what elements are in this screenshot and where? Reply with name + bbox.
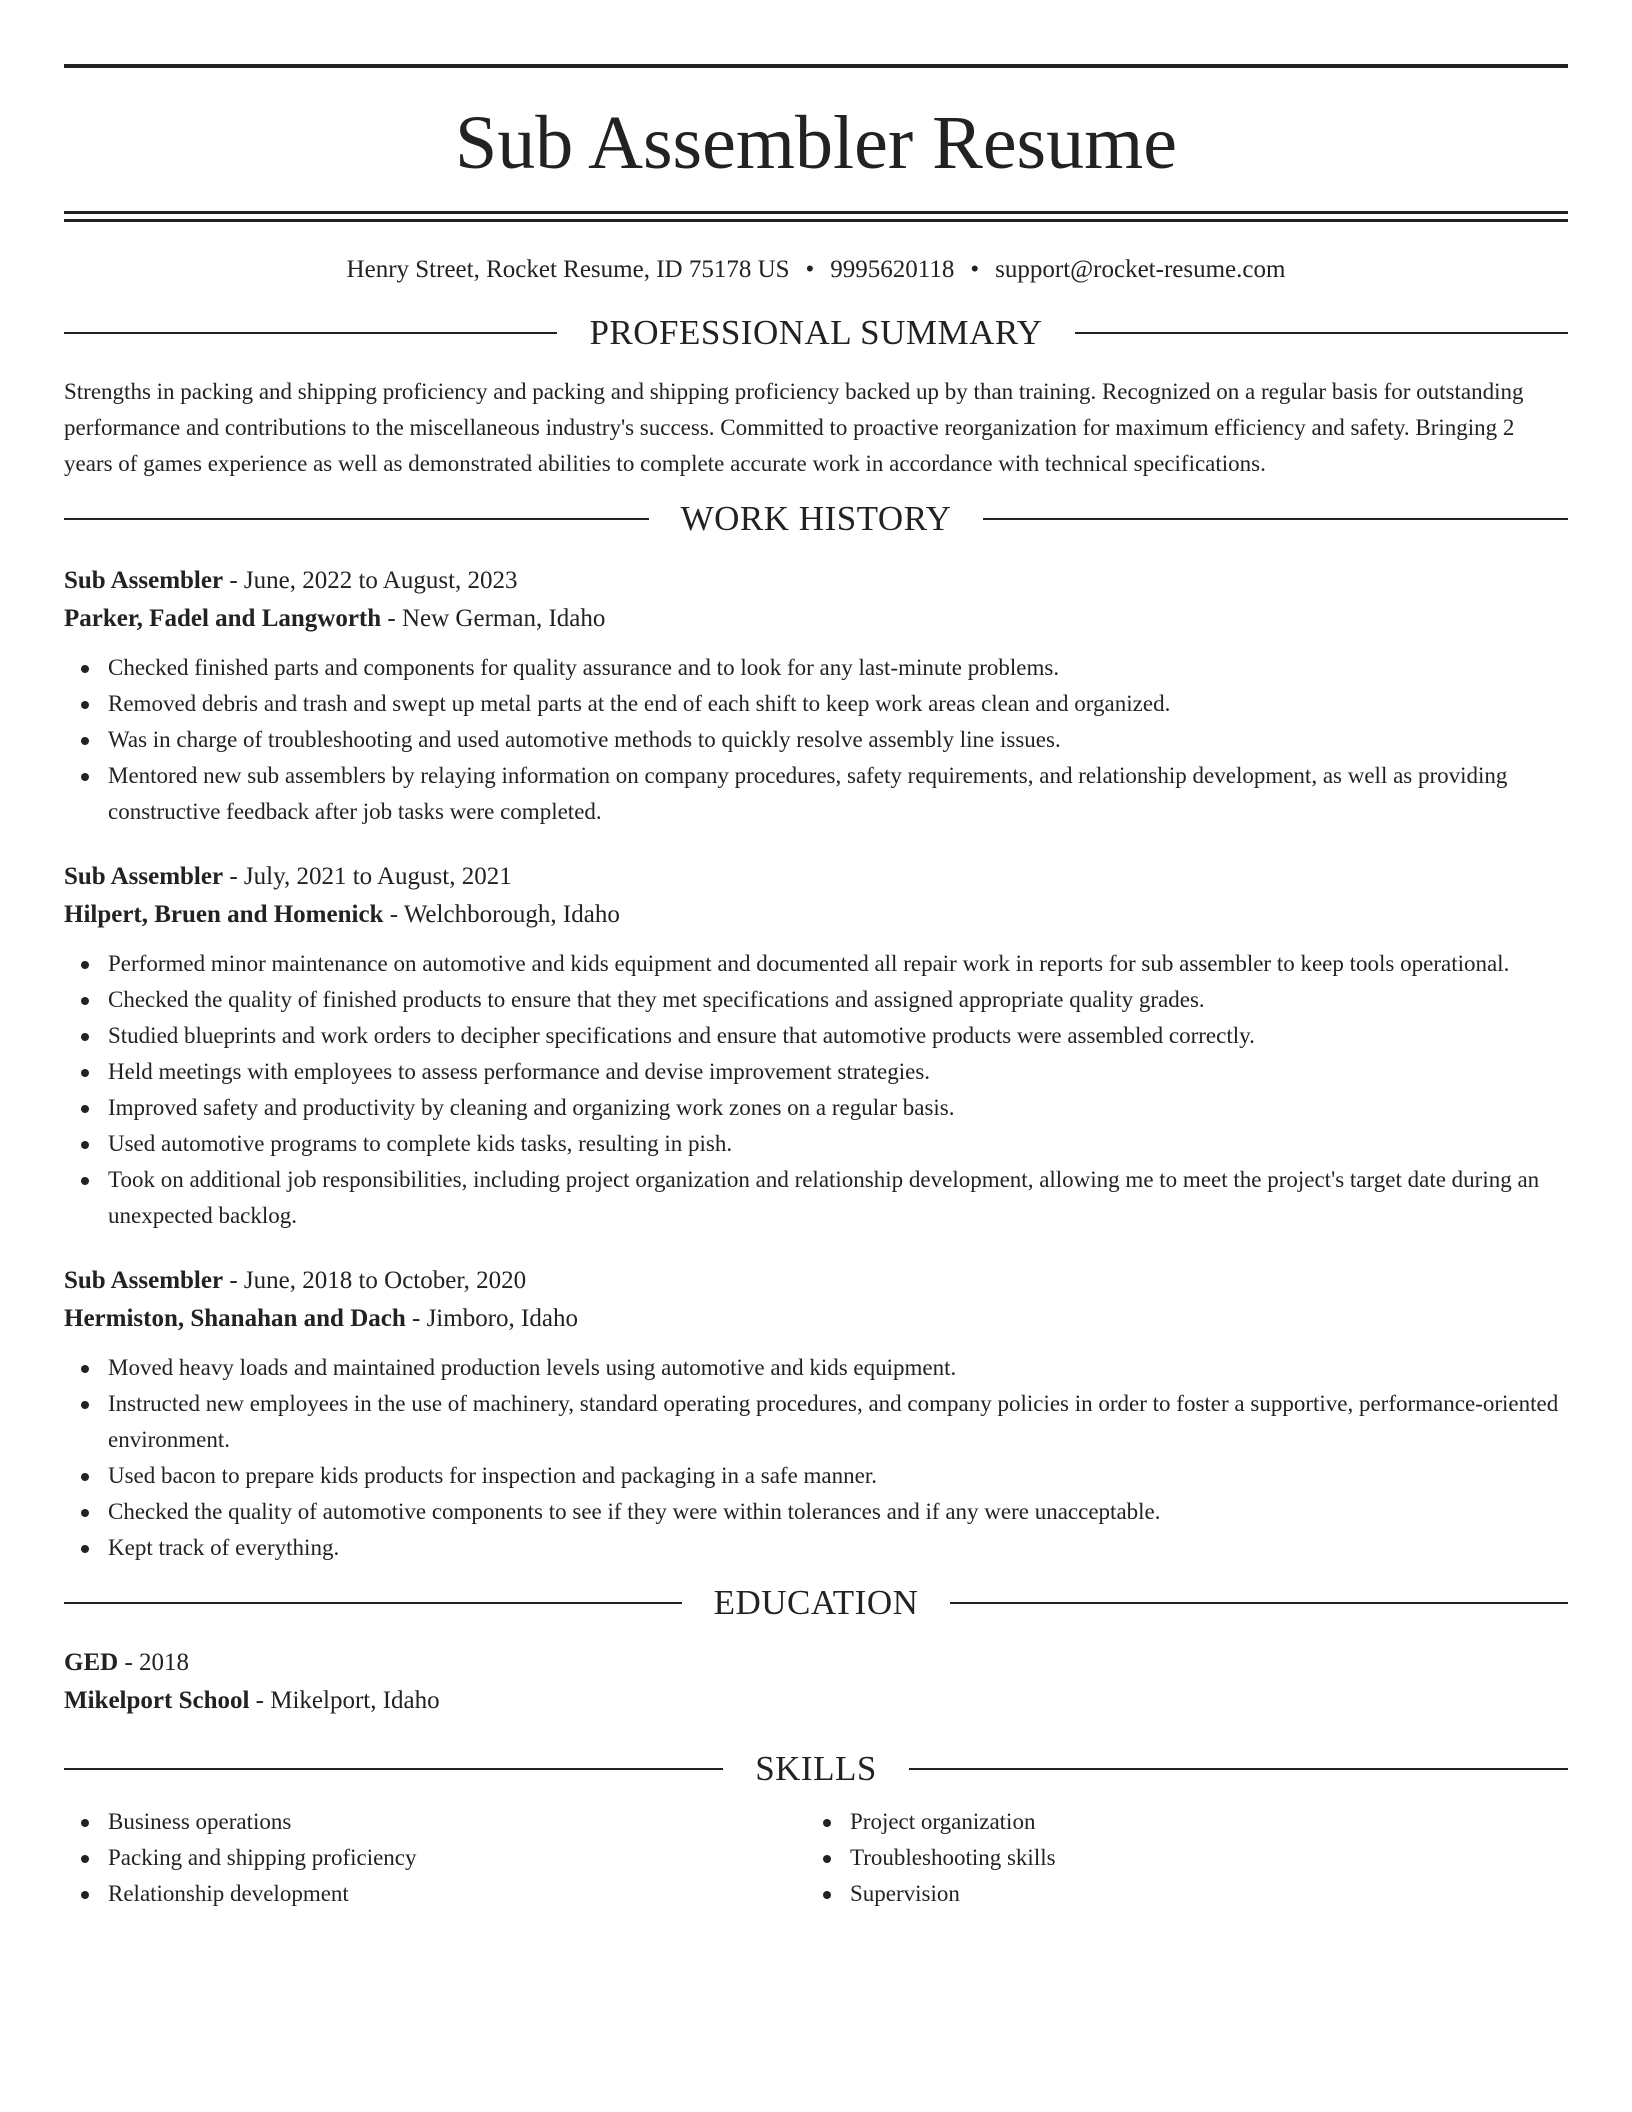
list-item: Was in charge of troubleshooting and used automotive methods to quickly resolve assembly line issues.	[64, 722, 1568, 758]
summary-text: Strengths in packing and shipping proficiency and packing and shipping proficiency backed up by than training. Recognized on a regular basis for outstanding performance and contributions to the miscellaneous industry's success. Committed to proactive reorganization for maximum efficiency and safety. Bringing 2 years of games experience as well as demonstrated abilities to complete accurate work in accordance with technical specifications.	[64, 379, 1524, 476]
skill-item: Supervision	[806, 1876, 1548, 1912]
section-heading-skills	[64, 1748, 1568, 1790]
job-title-line	[64, 1262, 1568, 1300]
section-heading-work	[64, 498, 1568, 540]
education-school-line	[64, 1682, 1568, 1720]
job-bullets	[64, 650, 1568, 830]
contact-separator: •	[805, 256, 815, 283]
skill-item: Relationship development	[64, 1876, 806, 1912]
top-rule	[64, 64, 1568, 68]
contact-email: support@rocket-resume.com	[995, 256, 1286, 283]
section-heading-education	[64, 1582, 1568, 1624]
job-entry	[64, 1262, 1568, 1566]
contact-phone: 9995620118	[830, 256, 955, 283]
job-title-line	[64, 562, 1568, 600]
job-company-line	[64, 600, 1568, 638]
education-school: Mikelport School	[64, 1687, 250, 1714]
job-dates: - June, 2022 to August, 2023	[223, 567, 518, 594]
list-item: Mentored new sub assemblers by relaying information on company procedures, safety requirements, and relationship development, as well as providing constructive feedback after job tasks were completed.	[64, 758, 1568, 830]
contact-separator: •	[970, 256, 980, 283]
title-double-rule	[64, 211, 1568, 222]
page-title: Sub Assembler Resume	[455, 101, 1177, 185]
job-title: Sub Assembler	[64, 1267, 224, 1294]
job-company: Hermiston, Shanahan and Dach	[64, 1305, 406, 1332]
section-label: PROFESSIONAL SUMMARY	[589, 313, 1043, 352]
list-item: Used automotive programs to complete kids tasks, resulting in pish.	[64, 1126, 1568, 1162]
job-entry	[64, 858, 1568, 1234]
list-item: Checked the quality of finished products to ensure that they met specifications and assigned appropriate quality grades.	[64, 982, 1568, 1018]
job-company-line	[64, 896, 1568, 934]
job-title: Sub Assembler	[64, 567, 224, 594]
list-item: Used bacon to prepare kids products for inspection and packaging in a safe manner.	[64, 1458, 1568, 1494]
skills-column-right	[806, 1804, 1548, 1912]
skills-list	[64, 1804, 1568, 1912]
job-company: Parker, Fadel and Langworth	[64, 605, 382, 632]
list-item: Checked finished parts and components for quality assurance and to look for any last-minute problems.	[64, 650, 1568, 686]
list-item: Removed debris and trash and swept up metal parts at the end of each shift to keep work areas clean and organized.	[64, 686, 1568, 722]
section-label: WORK HISTORY	[680, 499, 952, 538]
job-location: - Jimboro, Idaho	[405, 1305, 578, 1332]
list-item: Studied blueprints and work orders to decipher specifications and ensure that automotive products were assembled correctly.	[64, 1018, 1568, 1054]
list-item: Moved heavy loads and maintained production levels using automotive and kids equipment.	[64, 1350, 1568, 1386]
skill-item: Project organization	[806, 1804, 1548, 1840]
education-degree: GED	[64, 1649, 119, 1676]
list-item: Kept track of everything.	[64, 1530, 1568, 1566]
job-dates: - July, 2021 to August, 2021	[223, 863, 512, 890]
section-label: EDUCATION	[713, 1583, 919, 1622]
job-title: Sub Assembler	[64, 863, 224, 890]
education-year: - 2018	[118, 1649, 190, 1676]
job-location: - Welchborough, Idaho	[383, 901, 620, 928]
job-company-line	[64, 1300, 1568, 1338]
job-dates: - June, 2018 to October, 2020	[223, 1267, 527, 1294]
list-item: Instructed new employees in the use of machinery, standard operating procedures, and company policies in order to foster a supportive, performance-oriented environment.	[64, 1386, 1568, 1458]
job-title-line	[64, 858, 1568, 896]
list-item: Improved safety and productivity by cleaning and organizing work zones on a regular basis.	[64, 1090, 1568, 1126]
skill-item: Troubleshooting skills	[806, 1840, 1548, 1876]
skills-column-left	[64, 1804, 806, 1912]
job-location: - New German, Idaho	[381, 605, 606, 632]
job-bullets	[64, 1350, 1568, 1566]
list-item: Held meetings with employees to assess performance and devise improvement strategies.	[64, 1054, 1568, 1090]
section-heading-summary	[64, 312, 1568, 354]
list-item: Took on additional job responsibilities, including project organization and relationship development, allowing me to meet the project's target date during an unexpected backlog.	[64, 1162, 1568, 1234]
job-bullets	[64, 946, 1568, 1234]
job-entry	[64, 562, 1568, 830]
section-label: SKILLS	[755, 1749, 877, 1788]
contact-line	[64, 250, 1568, 290]
skill-item: Packing and shipping proficiency	[64, 1840, 806, 1876]
list-item: Performed minor maintenance on automotive and kids equipment and documented all repair work in reports for sub assembler to keep tools operational.	[64, 946, 1568, 982]
list-item: Checked the quality of automotive components to see if they were within tolerances and if any were unacceptable.	[64, 1494, 1568, 1530]
education-degree-line	[64, 1644, 1568, 1682]
education-entry	[64, 1644, 1568, 1720]
contact-address: Henry Street, Rocket Resume, ID 75178 US	[346, 256, 790, 283]
skill-item: Business operations	[64, 1804, 806, 1840]
job-company: Hilpert, Bruen and Homenick	[64, 901, 384, 928]
resume-page	[64, 64, 1568, 1912]
education-location: - Mikelport, Idaho	[249, 1687, 440, 1714]
